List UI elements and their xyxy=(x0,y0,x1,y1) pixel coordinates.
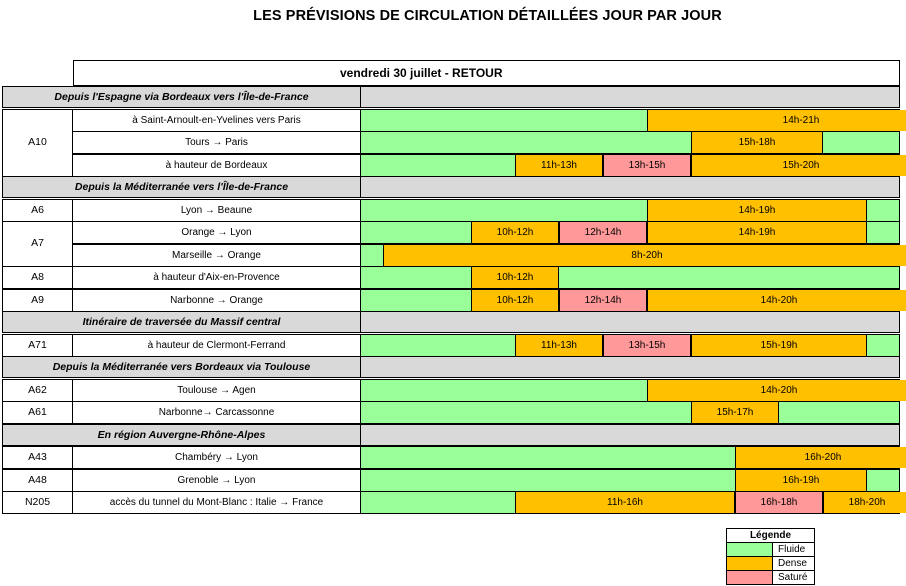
timeline-bar xyxy=(360,266,900,289)
route-description: à hauteur de Bordeaux xyxy=(72,154,361,177)
road-number: A62 xyxy=(2,379,73,402)
route-description: à Saint-Arnoult-en-Yvelines vers Paris xyxy=(72,109,361,132)
road-number: A6 xyxy=(2,199,73,222)
timeline-bar xyxy=(360,244,900,267)
section-header xyxy=(2,86,900,108)
route-description: à hauteur de Clermont-Ferrand xyxy=(72,334,361,357)
route-description: Orange → Lyon xyxy=(72,221,361,244)
section-title: Depuis la Méditerranée vers Bordeaux via Toulouse xyxy=(3,357,361,377)
road-number: A9 xyxy=(2,289,73,312)
saturated-period: 16h-18h xyxy=(735,492,823,513)
timeline-bar xyxy=(360,334,900,357)
dense-period: 18h-20h xyxy=(823,492,906,513)
timeline-bar xyxy=(360,469,900,492)
page-title: LES PRÉVISIONS DE CIRCULATION DÉTAILLÉES JOUR PAR JOUR xyxy=(253,8,722,24)
section-title: Depuis la Méditerranée vers l'Île-de-France xyxy=(3,177,361,197)
dense-period: 15h-20h xyxy=(691,155,906,176)
dense-period: 10h-12h xyxy=(471,222,559,243)
legend-item-dense xyxy=(727,557,814,571)
dense-period: 11h-13h xyxy=(515,335,603,356)
route-description: Narbonne→ Carcassonne xyxy=(72,401,361,424)
road-number: A43 xyxy=(2,446,73,469)
route-description: Grenoble → Lyon xyxy=(72,469,361,492)
road-number: A48 xyxy=(2,469,73,492)
saturated-period: 12h-14h xyxy=(559,222,647,243)
route-description: Chambéry → Lyon xyxy=(72,446,361,469)
dense-period: 14h-21h xyxy=(647,110,906,131)
dense-period: 14h-20h xyxy=(647,290,906,311)
legend-label: Dense xyxy=(778,558,807,569)
dense-period: 16h-20h xyxy=(735,447,906,468)
dense-period: 11h-16h xyxy=(515,492,735,513)
route-description: Tours → Paris xyxy=(72,131,361,154)
dense-period: 15h-17h xyxy=(691,402,779,423)
timeline-bar xyxy=(360,289,900,312)
legend-item-sature xyxy=(727,571,814,584)
saturated-period: 13h-15h xyxy=(603,155,691,176)
route-description: Lyon → Beaune xyxy=(72,199,361,222)
timeline-bar xyxy=(360,221,900,244)
timeline-bar xyxy=(360,199,900,222)
route-description: accès du tunnel du Mont-Blanc : Italie → France xyxy=(72,491,361,514)
legend xyxy=(726,528,815,585)
timeline-bar xyxy=(360,131,900,154)
dense-period: 16h-19h xyxy=(735,470,867,491)
section-title: Itinéraire de traversée du Massif central xyxy=(3,312,361,332)
dense-period: 14h-19h xyxy=(647,200,867,221)
dense-period: 8h-20h xyxy=(383,245,906,266)
saturated-period: 12h-14h xyxy=(559,290,647,311)
section-title: Depuis l'Espagne via Bordeaux vers l'Île-de-France xyxy=(3,87,361,107)
dense-period: 10h-12h xyxy=(471,267,559,288)
timeline-bar xyxy=(360,446,900,469)
road-number: A10 xyxy=(2,109,73,177)
section-title: En région Auvergne-Rhône-Alpes xyxy=(3,425,361,445)
route-description: Toulouse → Agen xyxy=(72,379,361,402)
timeline-bar xyxy=(360,491,900,514)
road-number: A61 xyxy=(2,401,73,424)
route-description: Marseille → Orange xyxy=(72,244,361,267)
section-header xyxy=(2,356,900,378)
legend-title: Légende xyxy=(727,529,814,543)
road-number: A8 xyxy=(2,266,73,289)
road-number: A71 xyxy=(2,334,73,357)
timeline-bar xyxy=(360,379,900,402)
road-number: A7 xyxy=(2,221,73,267)
legend-label: Fluide xyxy=(778,544,806,555)
section-header xyxy=(2,176,900,198)
legend-item-fluide xyxy=(727,543,814,557)
legend-label: Saturé xyxy=(778,572,808,583)
dense-period: 15h-18h xyxy=(691,132,823,153)
dense-period: 15h-19h xyxy=(691,335,867,356)
road-number: N205 xyxy=(2,491,73,514)
legend-swatch-fluide xyxy=(727,543,773,556)
timeline-bar xyxy=(360,109,900,132)
route-description: Narbonne → Orange xyxy=(72,289,361,312)
dense-period: 10h-12h xyxy=(471,290,559,311)
legend-swatch-dense xyxy=(727,557,773,570)
day-header: vendredi 30 juillet - RETOUR xyxy=(73,60,900,86)
dense-period: 11h-13h xyxy=(515,155,603,176)
section-header xyxy=(2,424,900,446)
legend-swatch-sature xyxy=(727,571,773,584)
dense-period: 14h-20h xyxy=(647,380,906,401)
timeline-bar xyxy=(360,154,900,177)
route-description: à hauteur d'Aix-en-Provence xyxy=(72,266,361,289)
dense-period: 14h-19h xyxy=(647,222,867,243)
timeline-bar xyxy=(360,401,900,424)
section-header xyxy=(2,311,900,333)
saturated-period: 13h-15h xyxy=(603,335,691,356)
